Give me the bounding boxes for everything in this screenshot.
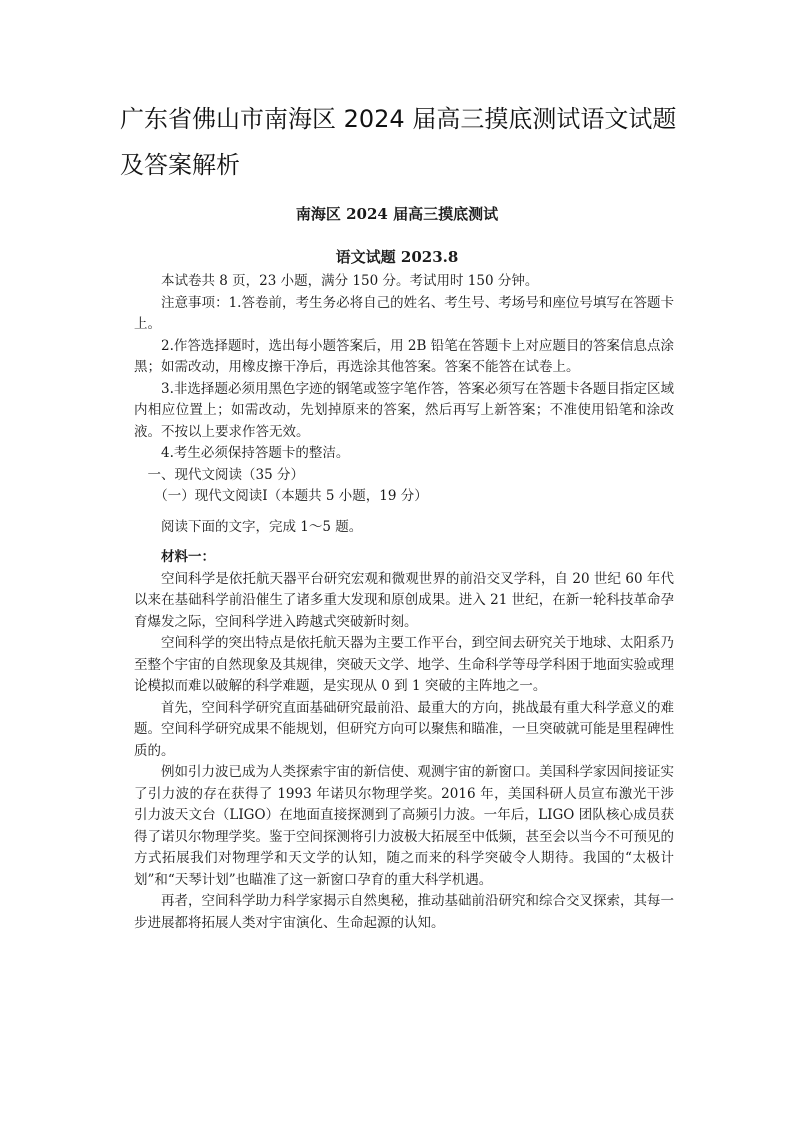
passage-paragraph: 例如引力波已成为人类探索宇宙的新信使、观测宇宙的新窗口。美国科学家因间接证实了引力波的存在获得了 1993 年诺贝尔物理学奖。2016 年，美国科研人员宣布激光干涉引力波天文台（LIGO）在地面直接探测到了高频引力波。一年后，LIGO 团队核心成员获得了诺贝尔物理学奖。鉴于空间探测将引力波极大拓展至中低频，甚至会以当今不可预见的方式拓展我们对物理学和天文学的认知，随之而来的科学突破令人期待。我国的“太极计划”和“天琴计划”也瞄准了这一新窗口孕育的重大科学机遇。 <box>134 764 674 888</box>
notice-item-2: 2.作答选择题时，选出每小题答案后，用 2B 铅笔在答题卡上对应题目的答案信息点涂黑；如需改动，用橡皮擦干净后，再选涂其他答案。答案不能答在试卷上。 <box>134 337 674 375</box>
notice-item-3: 3.非选择题必须用黑色字迹的钢笔或签字笔作答，答案必须写在答题卡各题目指定区域内相应位置上；如需改动，先划掉原来的答案，然后再写上新答案；不准使用铅笔和涂改液。不按以上要求作答无效。 <box>134 380 674 440</box>
passage-paragraph: 空间科学是依托航天器平台研究宏观和微观世界的前沿交叉学科，自 20 世纪 60 年代以来在基础科学前沿催生了诸多重大发现和原创成果。进入 21 世纪，在新一轮科技革命孕育爆发之际，空间科学进入跨越式突破新时刻。 <box>134 570 674 630</box>
section-heading: 一、现代文阅读（35 分） <box>147 466 304 483</box>
subsection-heading: （一）现代文阅读Ⅰ（本题共 5 小题，19 分） <box>154 488 428 504</box>
notice-item-4: 4.考生必须保持答题卡的整洁。 <box>161 445 350 461</box>
exam-subtitle: 南海区 2024 届高三摸底测试 <box>295 205 499 223</box>
material-label: 材料一： <box>161 549 215 565</box>
passage-paragraph: 首先，空间科学研究直面基础研究最前沿、最重大的方向，挑战最有重大科学意义的难题。空间科学研究成果不能规划，但研究方向可以聚焦和瞄准，一旦突破就可能是里程碑性质的。 <box>134 699 674 759</box>
document-title: 广东省佛山市南海区 2024 届高三摸底测试语文试题及答案解析 <box>120 105 677 179</box>
subject-line: 语文试题 2023.8 <box>335 248 459 266</box>
reading-instruction: 阅读下面的文字，完成 1～5 题。 <box>161 518 363 535</box>
passage-paragraph: 空间科学的突出特点是依托航天器为主要工作平台，到空间去研究关于地球、太阳系乃至整个宇宙的自然现象及其规律，突破天文学、地学、生命科学等母学科困于地面实验或理论模拟而难以破解的科学难题，是实现从 0 到 1 突破的主阵地之一。 <box>134 635 674 694</box>
passage-paragraph: 再者，空间科学助力科学家揭示自然奥秘，推动基础前沿研究和综合交叉探索，其每一步进展都将拓展人类对宇宙演化、生命起源的认知。 <box>134 893 674 931</box>
notice-item-1: 注意事项：1.答卷前，考生务必将自己的姓名、考生号、考场号和座位号填写在答题卡上。 <box>134 294 674 332</box>
exam-info-paragraph: 本试卷共 8 页，23 小题，满分 150 分。考试用时 150 分钟。 <box>161 273 539 289</box>
document-body <box>134 271 674 934</box>
